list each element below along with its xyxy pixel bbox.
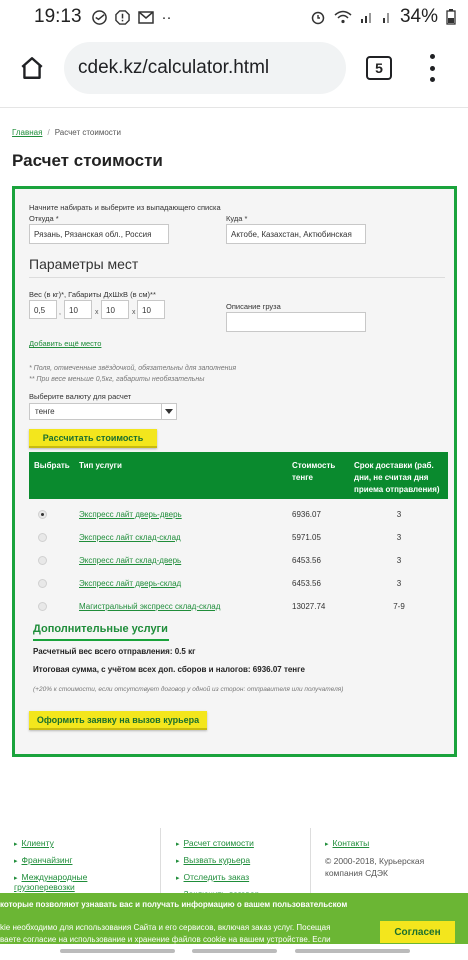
- bullet-icon: ▸: [14, 875, 18, 882]
- from-input[interactable]: Рязань, Рязанская обл., Россия: [29, 224, 169, 244]
- service-days: 3: [396, 533, 402, 542]
- width-input[interactable]: 10: [101, 300, 129, 319]
- more-notifications-icon: ··: [161, 8, 172, 26]
- signal-icon-2: [382, 10, 392, 24]
- system-icons: [310, 0, 456, 34]
- page-title: Расчет стоимости: [12, 151, 163, 170]
- weight-comma: ,: [59, 309, 61, 316]
- browser-menu-button[interactable]: [426, 54, 438, 82]
- footer-column-contacts: [325, 838, 455, 886]
- home-icon: [19, 55, 45, 81]
- params-title: Параметры мест: [29, 256, 139, 272]
- nav-recent-button[interactable]: [60, 949, 175, 953]
- service-link[interactable]: Экспресс лайт дверь-склад: [79, 579, 182, 588]
- service-price: 6453.56: [292, 579, 321, 588]
- height-input[interactable]: 10: [137, 300, 165, 319]
- footer-link-franchise[interactable]: Франчайзинг: [21, 855, 73, 865]
- extra-services-link[interactable]: Дополнительные услуги: [33, 623, 168, 635]
- footer: [0, 828, 468, 894]
- footer-link-international[interactable]: Международные грузоперевозки: [14, 872, 88, 892]
- to-input[interactable]: Актобе, Казахстан, Актюбинская: [226, 224, 366, 244]
- footer-divider: [310, 828, 311, 894]
- weight-note: ** При весе меньше 0,5кг, габариты необязательны: [29, 376, 205, 383]
- weight-dims-label: Вес (в кг)*, Габариты ДxШxВ (в см)**: [29, 290, 156, 299]
- service-radio[interactable]: [38, 579, 47, 588]
- footer-link-courier[interactable]: Вызвать курьера: [183, 855, 251, 865]
- tab-switcher-button[interactable]: 5: [366, 56, 392, 80]
- header-service: Тип услуги: [79, 461, 122, 470]
- cookie-text-1: которые позволяют узнавать вас и получать информацию о вашем пользовательском: [0, 900, 348, 909]
- mail-icon: [138, 11, 154, 24]
- table-row: [29, 595, 448, 618]
- notification-icons: [92, 10, 172, 25]
- footer-link-contacts[interactable]: Контакты: [332, 838, 370, 848]
- cookie-accept-button[interactable]: Согласен: [380, 921, 455, 943]
- home-button[interactable]: [12, 48, 52, 88]
- cookie-text-3: ваете согласие на использование и хранение файлов cookie на вашем устройстве. Если: [0, 935, 331, 944]
- service-days: 7-9: [393, 602, 405, 611]
- breadcrumb-home-link[interactable]: Главная: [12, 128, 43, 137]
- currency-select[interactable]: [29, 403, 177, 420]
- alert-icon: [115, 10, 130, 25]
- wifi-icon: [334, 10, 352, 24]
- courier-request-button[interactable]: Оформить заявку на вызов курьера: [29, 711, 207, 730]
- service-price: 6453.56: [292, 556, 321, 565]
- cookie-text-2: kie необходимо для использования Сайта и его сервисов, включая заказ услуг. Посещая: [0, 923, 331, 932]
- add-place-link[interactable]: Добавить ещё место: [29, 339, 102, 348]
- extra-services-underline: [33, 639, 169, 641]
- breadcrumb-current: Расчет стоимости: [54, 128, 121, 137]
- nav-home-button[interactable]: [192, 949, 277, 953]
- weight-input[interactable]: 0,5: [29, 300, 57, 319]
- bullet-icon: ▸: [14, 841, 18, 848]
- bullet-icon: ▸: [325, 841, 329, 848]
- service-price: 13027.74: [292, 602, 326, 611]
- signal-icon: [360, 10, 374, 24]
- service-radio-selected[interactable]: [38, 510, 47, 519]
- service-link[interactable]: Экспресс лайт склад-склад: [79, 533, 181, 542]
- bullet-icon: ▸: [176, 858, 180, 865]
- chevron-down-icon: [161, 404, 176, 419]
- service-radio[interactable]: [38, 556, 47, 565]
- currency-label: Выберите валюту для расчет: [29, 392, 132, 401]
- currency-value: тенге: [35, 407, 55, 416]
- service-price: 6936.07: [292, 510, 321, 519]
- battery-percent: 34%: [399, 6, 438, 27]
- description-input[interactable]: [226, 312, 366, 332]
- description-label: Описание груза: [226, 302, 281, 311]
- sberbank-icon: [92, 10, 107, 25]
- table-row: [29, 572, 448, 595]
- service-days: 3: [396, 510, 402, 519]
- cookie-banner: [0, 893, 468, 944]
- battery-icon: [446, 9, 456, 25]
- to-label: Куда *: [226, 214, 248, 223]
- required-note: * Поля, отмеченные звёздочкой, обязательны для заполнения: [29, 365, 237, 372]
- browser-toolbar: [0, 34, 468, 102]
- status-bar: [0, 0, 468, 34]
- footer-link-track[interactable]: Отследить заказ: [183, 872, 250, 882]
- estimated-weight: Расчетный вес всего отправления: 0.5 кг: [33, 647, 196, 656]
- calculator-form: [12, 186, 457, 757]
- service-days: 3: [396, 579, 402, 588]
- footer-link-client[interactable]: Клиенту: [21, 838, 54, 848]
- table-row: [29, 549, 448, 572]
- breadcrumb-separator: /: [47, 128, 50, 137]
- table-row: [29, 503, 448, 526]
- params-divider: [29, 277, 445, 278]
- service-link[interactable]: Магистральный экспресс склад-склад: [79, 602, 221, 611]
- address-bar[interactable]: cdek.kz/calculator.html: [64, 42, 346, 94]
- footer-column-client: [14, 838, 124, 899]
- service-link[interactable]: Экспресс лайт дверь-дверь: [79, 510, 182, 519]
- service-days: 3: [396, 556, 402, 565]
- from-label: Откуда *: [29, 214, 59, 223]
- dim-separator-2: x: [132, 309, 136, 316]
- bullet-icon: ▸: [176, 841, 180, 848]
- service-link[interactable]: Экспресс лайт склад-дверь: [79, 556, 182, 565]
- header-days: Срок доставки (раб. дни, не считая дня приема отправления): [354, 461, 440, 494]
- nav-back-button[interactable]: [295, 949, 410, 953]
- breadcrumb: [0, 108, 468, 137]
- form-hint: Начните набирать и выберите из выпадающего списка: [29, 203, 221, 212]
- header-select: Выбрать: [34, 461, 70, 470]
- service-radio[interactable]: [38, 602, 47, 611]
- bullet-icon: ▸: [14, 858, 18, 865]
- service-radio[interactable]: [38, 533, 47, 542]
- service-price: 5971.05: [292, 533, 321, 542]
- alarm-icon: [310, 9, 326, 25]
- results-table-header: [29, 452, 448, 499]
- footer-link-calc[interactable]: Расчет стоимости: [183, 838, 254, 848]
- form-notes: [29, 363, 236, 385]
- table-row: [29, 526, 448, 549]
- system-nav-bar: [0, 944, 468, 960]
- bullet-icon: ▸: [176, 875, 180, 882]
- total-sum: Итоговая сумма, с учётом всех доп. сборов и налогов: 6936.07 тенге: [33, 665, 305, 674]
- calculate-button[interactable]: Рассчитать стоимость: [29, 429, 157, 448]
- copyright: © 2000-2018, Курьерская компания СДЭК: [325, 856, 425, 878]
- surcharge-note: (+20% к стоимости, если отсутствует договор у одной из сторон: отправителя или получателя): [33, 686, 344, 693]
- length-input[interactable]: 10: [64, 300, 92, 319]
- header-price: Стоимость тенге: [292, 461, 336, 482]
- footer-divider: [160, 828, 161, 894]
- clock: 19:13: [34, 6, 82, 27]
- dim-separator-1: x: [95, 309, 99, 316]
